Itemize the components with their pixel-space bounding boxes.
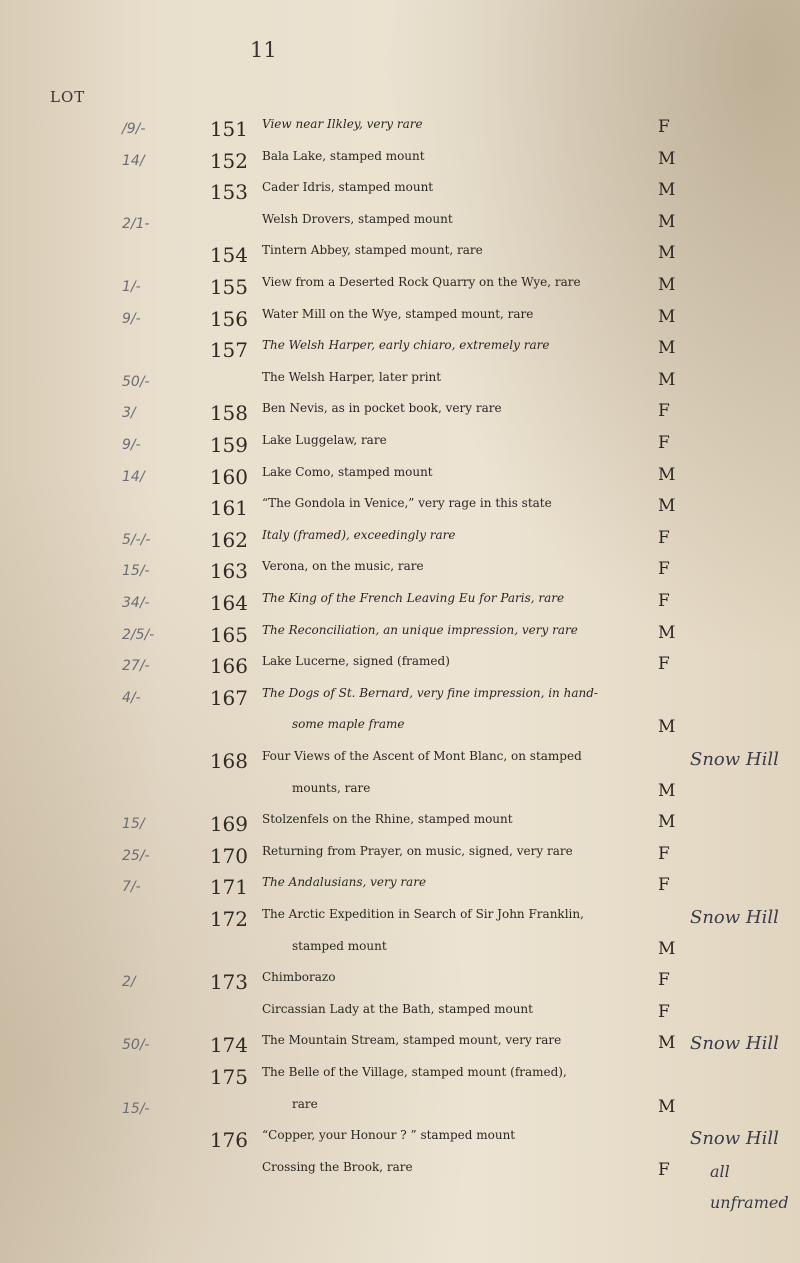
lot-number: 165 (209, 622, 248, 647)
lot-number: 167 (209, 685, 248, 710)
lot-number: 157 (209, 338, 248, 363)
frame-code: F (658, 559, 670, 580)
lot-number: 169 (209, 812, 248, 837)
frame-code: M (658, 622, 676, 643)
lot-row (0, 619, 800, 651)
lot-row (0, 555, 800, 587)
lot-description: The Welsh Harper, early chiaro, extremely rare (262, 338, 550, 353)
pencil-price-note: 34/- (122, 595, 150, 611)
lot-number: 163 (209, 559, 248, 584)
handwritten-note: unframed (710, 1193, 789, 1213)
frame-code: F (658, 1159, 670, 1180)
frame-code: F (658, 433, 670, 453)
lot-row (0, 840, 800, 872)
lot-row (0, 271, 800, 303)
frame-code: M (658, 717, 676, 738)
frame-code: M (658, 243, 676, 264)
frame-code: M (658, 812, 676, 833)
pencil-price-note: 15/- (122, 563, 150, 580)
lot-column-header: LOT (50, 88, 86, 106)
pencil-price-note: 3/ (122, 405, 136, 422)
pencil-price-note: 2/ (122, 974, 136, 991)
lot-description: “The Gondola in Venice,” very rage in this state (262, 496, 552, 511)
lot-row (0, 492, 800, 524)
lot-description: The Arctic Expedition in Search of Sir John Franklin, (262, 907, 584, 921)
pencil-price-note: 15/ (122, 816, 145, 833)
lot-description: The King of the French Leaving Eu for Paris, rare (262, 591, 565, 605)
frame-code: F (658, 591, 670, 611)
handwritten-note: all (710, 1161, 730, 1181)
lot-description: The Andalusians, very rare (262, 875, 427, 890)
lot-description: Stolzenfels on the Rhine, stamped mount (262, 812, 513, 827)
lot-number: 164 (209, 591, 248, 615)
lot-description: rare (292, 1096, 318, 1111)
lot-row (0, 998, 800, 1030)
frame-code: F (658, 843, 670, 864)
lot-description: View near Ilkley, very rare (262, 117, 423, 131)
lot-row (0, 650, 800, 682)
lot-description: Lake Luggelaw, rare (262, 433, 387, 447)
lot-row (0, 1187, 800, 1219)
lot-description: Lake Lucerne, signed (framed) (262, 654, 450, 669)
lot-number: 162 (209, 527, 248, 552)
lot-row (0, 1061, 800, 1093)
lot-description: Four Views of the Ascent of Mont Blanc, on stamped (262, 749, 582, 763)
pencil-price-note: 25/- (122, 847, 150, 864)
lot-row (0, 966, 800, 998)
lot-number: 159 (209, 433, 248, 457)
lot-description: The Welsh Harper, later print (262, 369, 442, 384)
lot-description: Chimborazo (262, 970, 336, 985)
pencil-price-note: 14/ (122, 468, 145, 485)
lot-description: View from a Deserted Rock Quarry on the Wye, rare (262, 275, 581, 289)
lot-number: 153 (209, 180, 248, 205)
lot-description: “Copper, your Honour ? ” stamped mount (262, 1128, 516, 1143)
frame-code: M (658, 464, 676, 485)
pencil-price-note: 1/- (122, 279, 141, 295)
lot-number: 175 (209, 1065, 248, 1089)
pencil-price-note: 15/- (122, 1100, 150, 1117)
lot-row (0, 461, 800, 493)
lot-row (0, 397, 800, 429)
lot-description: Welsh Drovers, stamped mount (262, 211, 453, 226)
frame-code: F (658, 1001, 670, 1022)
lot-description: Circassian Lady at the Bath, stamped mount (262, 1001, 533, 1016)
lot-description: Returning from Prayer, on music, signed, very rare (262, 843, 573, 858)
lot-row (0, 808, 800, 840)
lot-number: 168 (209, 749, 248, 773)
lot-description: stamped mount (292, 938, 387, 953)
lot-row (0, 208, 800, 240)
lot-description: Cader Idris, stamped mount (262, 180, 434, 195)
frame-code: M (658, 369, 676, 390)
lot-description: The Reconciliation, an unique impression, very rare (262, 622, 578, 637)
lot-description: Water Mill on the Wye, stamped mount, rare (262, 306, 534, 321)
lot-row (0, 303, 800, 335)
lot-number: 152 (209, 148, 248, 173)
frame-code: M (658, 180, 676, 201)
lot-row (0, 239, 800, 271)
lot-row (0, 145, 800, 177)
lot-number: 156 (209, 306, 248, 331)
frame-code: F (658, 654, 670, 675)
pencil-price-note: /9/- (122, 121, 146, 137)
lot-row (0, 682, 800, 714)
lot-number: 176 (209, 1128, 248, 1153)
pencil-price-note: 2/5/- (122, 626, 155, 643)
lot-row (0, 777, 800, 809)
handwritten-buyer-note: Snow Hill (690, 907, 779, 928)
lot-number: 161 (209, 496, 248, 521)
lot-row (0, 334, 800, 366)
pencil-price-note: 5/-/- (122, 531, 151, 548)
pencil-price-note: 2/1- (122, 215, 150, 232)
frame-code: F (658, 401, 670, 422)
lot-row (0, 871, 800, 903)
frame-code: M (658, 148, 676, 169)
lot-description: Ben Nevis, as in pocket book, very rare (262, 401, 502, 416)
lot-number: 170 (209, 843, 248, 868)
lot-description: some maple frame (292, 717, 405, 732)
lot-row (0, 587, 800, 619)
lot-number: 160 (209, 464, 248, 489)
pencil-price-note: 9/- (122, 310, 141, 327)
lot-row (0, 713, 800, 745)
pencil-price-note: 50/- (122, 373, 150, 390)
handwritten-buyer-note: Snow Hill (690, 1128, 779, 1150)
frame-code: M (658, 211, 676, 232)
frame-code: M (658, 496, 676, 517)
frame-code: M (658, 1033, 676, 1054)
frame-code: F (658, 117, 670, 137)
frame-code: M (658, 1096, 676, 1117)
frame-code: M (658, 275, 676, 295)
lot-number: 171 (209, 875, 248, 900)
lot-description: Tintern Abbey, stamped mount, rare (262, 243, 483, 258)
pencil-price-note: 50/- (122, 1037, 150, 1054)
frame-code: M (658, 938, 676, 959)
pencil-price-note: 27/- (122, 658, 150, 675)
lot-row (0, 429, 800, 461)
frame-code: F (658, 527, 670, 548)
lot-number: 155 (209, 275, 248, 299)
lot-description: Lake Como, stamped mount (262, 464, 433, 479)
lot-row (0, 903, 800, 935)
lot-description: Bala Lake, stamped mount (262, 148, 425, 163)
lot-row (0, 935, 800, 967)
lot-number: 166 (209, 654, 248, 679)
lot-row (0, 366, 800, 398)
lot-number: 154 (209, 243, 248, 268)
pencil-price-note: 9/- (122, 437, 141, 453)
handwritten-buyer-note: Snow Hill (690, 1033, 779, 1055)
frame-code: F (658, 970, 670, 991)
handwritten-buyer-note: Snow Hill (690, 749, 779, 770)
lot-description: The Belle of the Village, stamped mount (framed), (262, 1065, 567, 1079)
frame-code: M (658, 338, 676, 359)
lot-number: 172 (209, 907, 248, 931)
lot-number: 158 (209, 401, 248, 426)
lot-row (0, 745, 800, 777)
lot-description: The Mountain Stream, stamped mount, very rare (262, 1033, 562, 1048)
pencil-price-note: 7/- (122, 879, 141, 896)
lot-description: Verona, on the music, rare (262, 559, 424, 574)
pencil-price-note: 4/- (122, 689, 141, 706)
lot-description: mounts, rare (292, 780, 371, 795)
lot-row (0, 1093, 800, 1125)
pencil-price-note: 14/ (122, 152, 145, 169)
frame-code: M (658, 306, 676, 327)
lot-row (0, 524, 800, 556)
lot-row (0, 1124, 800, 1156)
lot-row (0, 1156, 800, 1188)
lot-number: 174 (209, 1033, 248, 1058)
lot-description: Italy (framed), exceedingly rare (262, 527, 456, 542)
lot-description: The Dogs of St. Bernard, very fine impression, in hand- (262, 685, 598, 700)
lot-row (0, 113, 800, 145)
lot-number: 173 (209, 970, 248, 995)
lot-number: 151 (209, 117, 248, 141)
lot-row (0, 176, 800, 208)
page-number: 11 (250, 38, 277, 62)
lot-description: Crossing the Brook, rare (262, 1159, 413, 1174)
frame-code: F (658, 875, 670, 896)
frame-code: M (658, 780, 676, 801)
lot-row (0, 1029, 800, 1061)
